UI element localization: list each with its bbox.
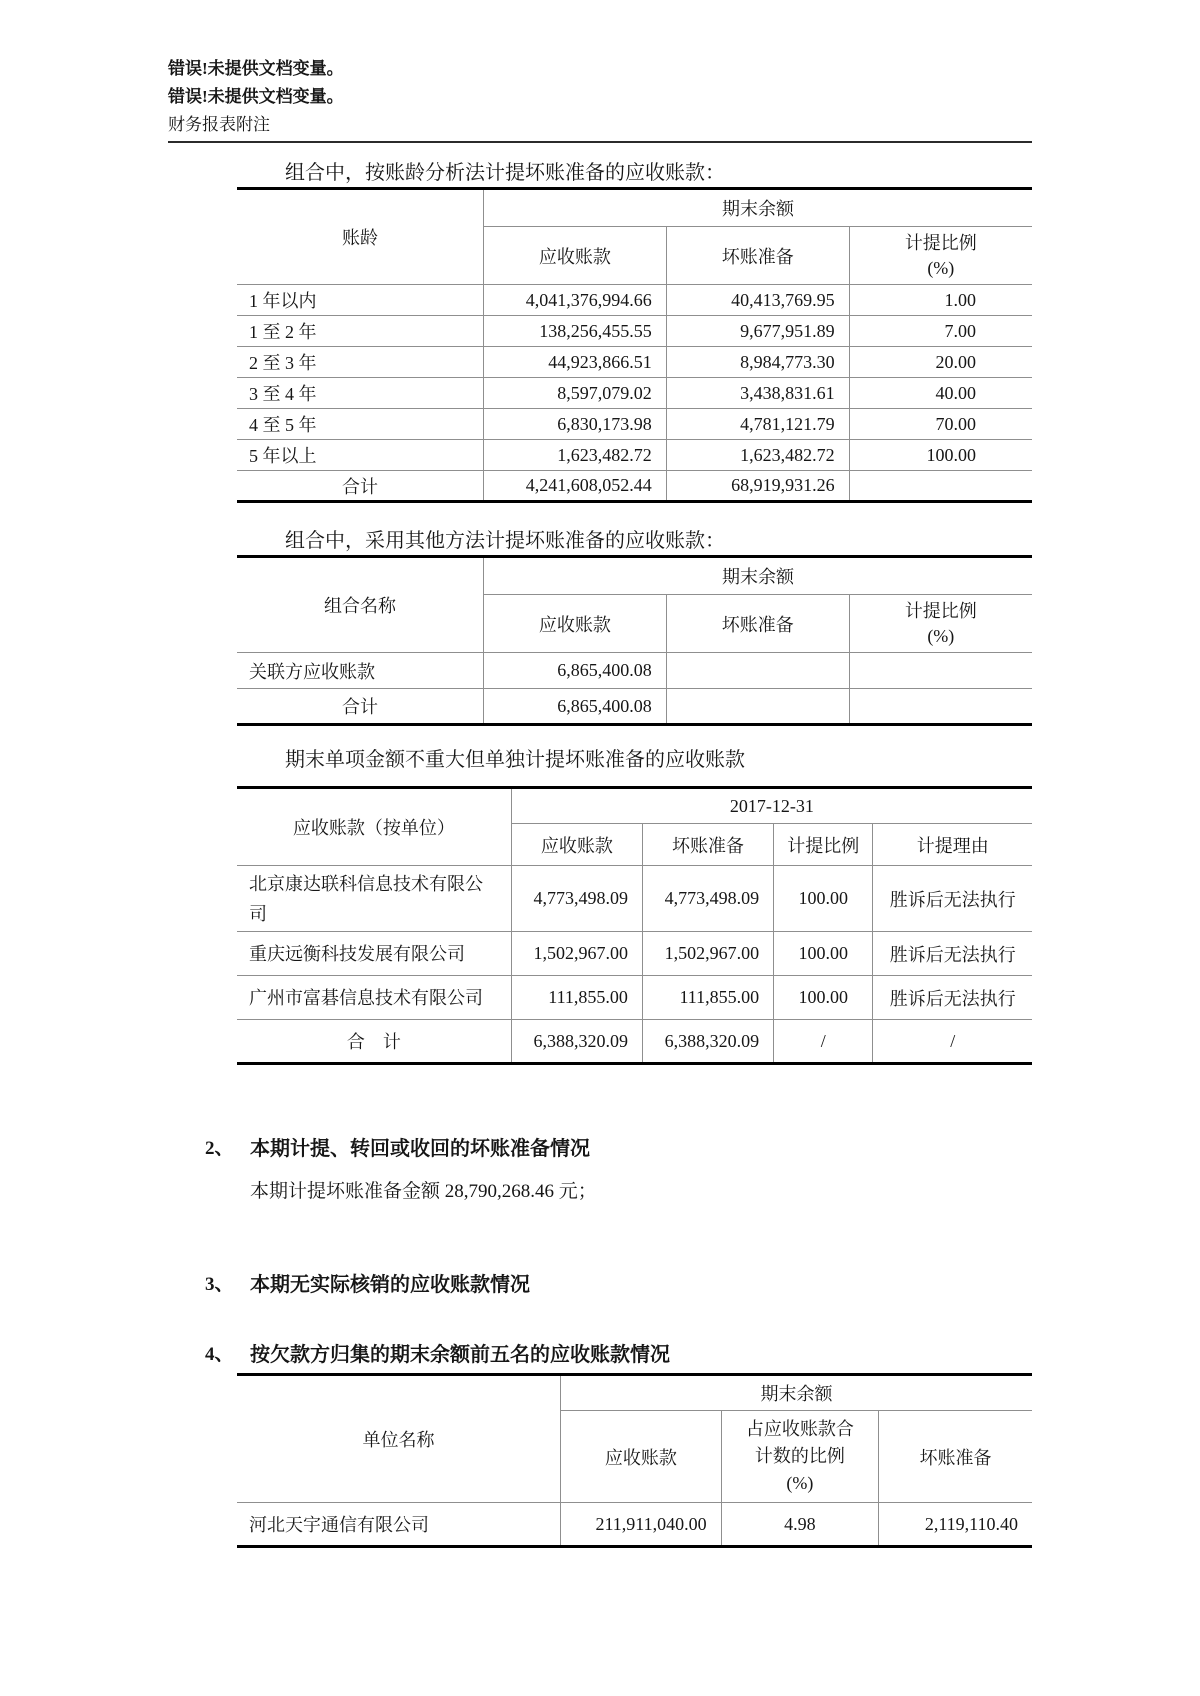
cell-ratio: 100.00 xyxy=(849,440,1032,471)
header-error-line-2: 错误!未提供文档变量。 xyxy=(168,87,344,106)
col-header-proportion xyxy=(721,1411,878,1503)
cell-receivable: 6,865,400.08 xyxy=(483,689,666,725)
header-doc-note: 财务报表附注 xyxy=(168,115,270,134)
cell-provision: 1,623,482.72 xyxy=(666,440,849,471)
other-method-table-title: 组合中，采用其他方法计提坏账准备的应收账款： xyxy=(285,530,725,552)
ratio-header-line1: 计提比例 xyxy=(904,232,977,253)
doc-header xyxy=(168,55,1032,143)
cell-unit-name: 河北天宇通信有限公司 xyxy=(237,1503,561,1547)
table-row xyxy=(237,1503,1032,1547)
cell-receivable: 44,923,866.51 xyxy=(483,347,666,378)
cell-ratio: 20.00 xyxy=(849,347,1032,378)
table-header-row xyxy=(237,189,1032,227)
cell-ratio: 100.00 xyxy=(774,932,873,976)
cell-total-label: 合计 xyxy=(237,689,483,725)
cell-ratio xyxy=(849,653,1032,689)
cell-ratio xyxy=(849,471,1032,502)
col-header-unit-name: 单位名称 xyxy=(237,1375,561,1503)
col-header-provision: 坏账准备 xyxy=(642,824,773,866)
section-2-number: 2、 xyxy=(205,1138,234,1159)
table-row xyxy=(237,653,1032,689)
col-header-provision: 坏账准备 xyxy=(666,595,849,653)
cell-aging-label: 5 年以上 xyxy=(237,440,483,471)
table-header-row xyxy=(237,1375,1032,1411)
cell-provision: 2,119,110.40 xyxy=(879,1503,1032,1547)
col-header-receivable-by-unit: 应收账款（按单位） xyxy=(237,788,511,866)
cell-receivable: 1,623,482.72 xyxy=(483,440,666,471)
cell-provision: 4,781,121.79 xyxy=(666,409,849,440)
cell-ratio: / xyxy=(774,1020,873,1064)
cell-receivable: 6,388,320.09 xyxy=(511,1020,642,1064)
cell-aging-label: 2 至 3 年 xyxy=(237,347,483,378)
cell-ratio: 40.00 xyxy=(849,378,1032,409)
header-error-line-1: 错误!未提供文档变量。 xyxy=(168,59,344,78)
col-header-reason: 计提理由 xyxy=(873,824,1032,866)
proportion-header-line2: 计数的比例 xyxy=(754,1446,845,1466)
col-header-ending-balance: 期末余额 xyxy=(483,189,1032,227)
cell-provision: 111,855.00 xyxy=(642,976,773,1020)
table-row xyxy=(237,976,1032,1020)
other-method-table xyxy=(237,555,1032,726)
proportion-header-line3: (%) xyxy=(786,1473,814,1493)
total-row xyxy=(237,1020,1032,1064)
ratio-header-line1: 计提比例 xyxy=(904,600,977,621)
col-header-receivable: 应收账款 xyxy=(511,824,642,866)
table-row xyxy=(237,409,1032,440)
section-2-title: 本期计提、转回或收回的坏账准备情况 xyxy=(250,1138,590,1160)
cell-ratio: 70.00 xyxy=(849,409,1032,440)
section-3-heading xyxy=(205,1271,1032,1299)
cell-reason: 胜诉后无法执行 xyxy=(873,932,1032,976)
cell-reason: 胜诉后无法执行 xyxy=(873,866,1032,932)
table-row xyxy=(237,316,1032,347)
col-header-receivable: 应收账款 xyxy=(483,227,666,285)
proportion-header-line1: 占应收账款合 xyxy=(745,1419,854,1439)
cell-ratio xyxy=(849,689,1032,725)
section-3-number: 3、 xyxy=(205,1274,234,1295)
table-row xyxy=(237,285,1032,316)
col-header-date: 2017-12-31 xyxy=(511,788,1032,824)
table-header-row xyxy=(237,788,1032,824)
total-row xyxy=(237,471,1032,502)
section-3-title: 本期无实际核销的应收账款情况 xyxy=(250,1274,530,1296)
cell-ratio: 7.00 xyxy=(849,316,1032,347)
aging-table-title: 组合中，按账龄分析法计提坏账准备的应收账款： xyxy=(285,162,725,184)
individual-provision-table-title: 期末单项金额不重大但单独计提坏账准备的应收账款 xyxy=(285,749,745,771)
col-header-provision: 坏账准备 xyxy=(879,1411,1032,1503)
col-header-receivable: 应收账款 xyxy=(483,595,666,653)
cell-ratio: 100.00 xyxy=(774,866,873,932)
cell-receivable: 4,241,608,052.44 xyxy=(483,471,666,502)
cell-receivable: 6,865,400.08 xyxy=(483,653,666,689)
cell-aging-label: 1 至 2 年 xyxy=(237,316,483,347)
section-2-heading xyxy=(205,1135,1032,1163)
cell-total-label: 合 计 xyxy=(237,1020,511,1064)
col-header-aging: 账龄 xyxy=(237,189,483,285)
cell-receivable: 8,597,079.02 xyxy=(483,378,666,409)
section-4-title: 按欠款方归集的期末余额前五名的应收账款情况 xyxy=(250,1344,670,1366)
cell-reason: 胜诉后无法执行 xyxy=(873,976,1032,1020)
cell-provision: 4,773,498.09 xyxy=(642,866,773,932)
cell-ratio: 1.00 xyxy=(849,285,1032,316)
cell-receivable: 138,256,455.55 xyxy=(483,316,666,347)
col-header-ratio xyxy=(849,227,1032,285)
cell-company-name: 北京康达联科信息技术有限公司 xyxy=(237,866,511,932)
cell-aging-label: 4 至 5 年 xyxy=(237,409,483,440)
ratio-header-line2: (%) xyxy=(927,257,955,278)
cell-total-label: 合计 xyxy=(237,471,483,502)
aging-analysis-table xyxy=(237,187,1032,503)
cell-receivable: 4,041,376,994.66 xyxy=(483,285,666,316)
table-row xyxy=(237,347,1032,378)
cell-receivable: 6,830,173.98 xyxy=(483,409,666,440)
cell-provision xyxy=(666,653,849,689)
cell-provision: 3,438,831.61 xyxy=(666,378,849,409)
section-4-heading xyxy=(205,1341,1032,1369)
col-header-ending-balance: 期末余额 xyxy=(483,557,1032,595)
cell-reason: / xyxy=(873,1020,1032,1064)
col-header-portfolio-name: 组合名称 xyxy=(237,557,483,653)
cell-receivable: 4,773,498.09 xyxy=(511,866,642,932)
cell-proportion: 4.98 xyxy=(721,1503,878,1547)
col-header-ratio xyxy=(849,595,1032,653)
table-row xyxy=(237,932,1032,976)
total-row xyxy=(237,689,1032,725)
table-row xyxy=(237,440,1032,471)
cell-provision: 6,388,320.09 xyxy=(642,1020,773,1064)
cell-provision xyxy=(666,689,849,725)
ratio-header-line2: (%) xyxy=(927,625,955,646)
header-rule xyxy=(168,141,1032,143)
cell-receivable: 1,502,967.00 xyxy=(511,932,642,976)
cell-portfolio-name: 关联方应收账款 xyxy=(237,653,483,689)
cell-provision: 1,502,967.00 xyxy=(642,932,773,976)
table-row xyxy=(237,866,1032,932)
section-4-number: 4、 xyxy=(205,1344,234,1365)
cell-aging-label: 1 年以内 xyxy=(237,285,483,316)
cell-provision: 8,984,773.30 xyxy=(666,347,849,378)
cell-receivable: 111,855.00 xyxy=(511,976,642,1020)
individual-provision-table xyxy=(237,786,1032,1065)
col-header-receivable: 应收账款 xyxy=(561,1411,722,1503)
col-header-provision: 坏账准备 xyxy=(666,227,849,285)
cell-company-name: 广州市富碁信息技术有限公司 xyxy=(237,976,511,1020)
cell-receivable: 211,911,040.00 xyxy=(561,1503,722,1547)
table-row xyxy=(237,378,1032,409)
col-header-ratio: 计提比例 xyxy=(774,824,873,866)
cell-provision: 9,677,951.89 xyxy=(666,316,849,347)
section-2-body: 本期计提坏账准备金额 28,790,268.46 元； xyxy=(250,1181,597,1202)
cell-provision: 68,919,931.26 xyxy=(666,471,849,502)
cell-aging-label: 3 至 4 年 xyxy=(237,378,483,409)
top-five-receivables-table xyxy=(237,1373,1032,1548)
table-header-row xyxy=(237,557,1032,595)
cell-provision: 40,413,769.95 xyxy=(666,285,849,316)
cell-ratio: 100.00 xyxy=(774,976,873,1020)
col-header-ending-balance: 期末余额 xyxy=(561,1375,1032,1411)
doc-content xyxy=(205,159,1032,1548)
cell-company-name: 重庆远衡科技发展有限公司 xyxy=(237,932,511,976)
